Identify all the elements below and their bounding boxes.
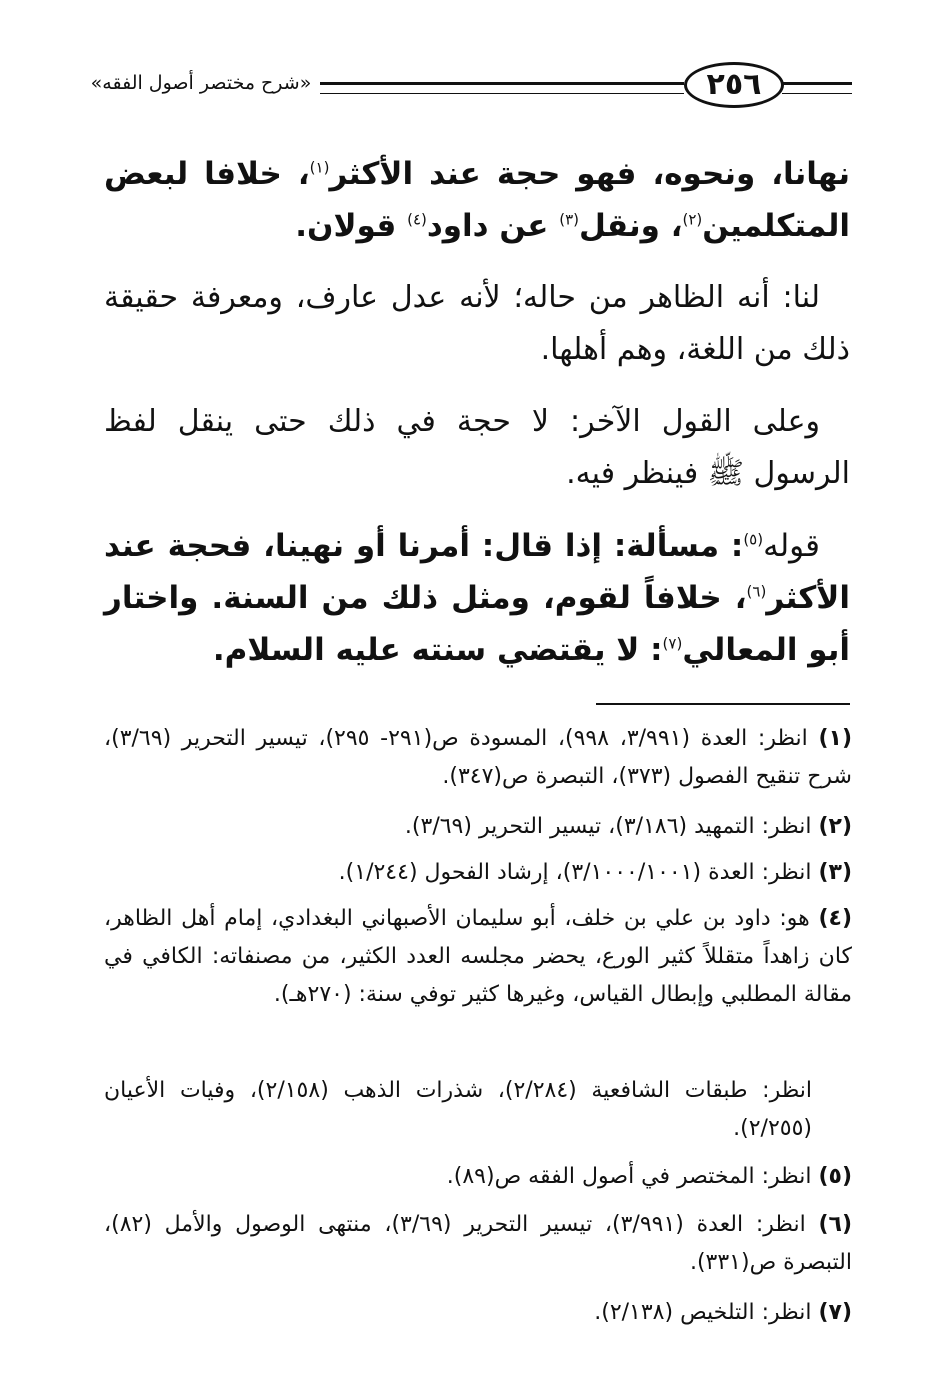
footnote-ref-5[interactable]: (٥) <box>743 530 764 549</box>
footnote-number: (٦) <box>818 1212 852 1237</box>
p1-text-a: نهانا، ونحوه، فهو حجة عند الأكثر <box>329 156 851 192</box>
footnote-number: (٥) <box>818 1164 852 1189</box>
footnote-text: انظر: التمهيد (٣/١٨٦)، تيسير التحرير (٣/٦٩). <box>404 814 819 839</box>
footnote-6 <box>104 1206 852 1282</box>
paragraph-4 <box>104 520 850 676</box>
footnote-number: (٤) <box>818 906 852 931</box>
footnote-4 <box>104 900 852 1014</box>
footnote-number: (١) <box>818 726 852 751</box>
p1-text-b: ، خلافا لبعض المتكلمين <box>104 156 850 244</box>
footnote-number: (٢) <box>818 814 852 839</box>
footnote-7 <box>104 1294 852 1332</box>
paragraph-2: لنا: أنه الظاهر من حاله؛ لأنه عدل عارف، ومعرفة حقيقة ذلك من اللغة، وهم أهلها. <box>104 280 850 367</box>
footnote-text: انظر: العدة (٣/٩٩١، ٩٩٨)، المسودة ص(٢٩١- ٢٩٥)، تيسير التحرير (٣/٦٩)، شرح تنقيح الفصول (٣٧٣)، التبصرة ص(٣٤٧). <box>104 726 852 789</box>
footnote-ref-1[interactable]: (١) <box>309 158 330 177</box>
footnote-number: (٧) <box>818 1300 852 1325</box>
footnote-text: انظر: العدة (٣/١٠٠٠/١٠٠١)، إرشاد الفحول (١/٢٤٤). <box>338 860 819 885</box>
paragraph-1 <box>104 148 850 252</box>
footnote-text: انظر: طبقات الشافعية (٢/٢٨٤)، شذرات الذهب (٢/١٥٨)، وفيات الأعيان (٢/٢٥٥). <box>104 1078 812 1141</box>
p4-text-d: : لا يقتضي سنته عليه السلام. <box>212 632 663 668</box>
header-rule-left <box>320 82 684 94</box>
page-number: ٢٥٦ <box>684 62 784 108</box>
footnote-ref-3[interactable]: (٣) <box>559 210 580 229</box>
running-title: «شرح مختصر أصول الفقه» <box>90 72 312 94</box>
footnote-ref-2[interactable]: (٢) <box>682 210 703 229</box>
footnote-ref-6[interactable]: (٦) <box>746 582 767 601</box>
p4-text-a: قوله <box>763 528 820 564</box>
footnote-text: انظر: المختصر في أصول الفقه ص(٨٩). <box>446 1164 819 1189</box>
footnote-ref-4[interactable]: (٤) <box>407 210 427 229</box>
footnote-number: (٣) <box>818 860 852 885</box>
footnote-separator <box>596 703 850 705</box>
p1-text-c: ، ونقل <box>579 208 683 244</box>
footnote-3 <box>104 854 852 892</box>
footnote-text: انظر: العدة (٣/٩٩١)، تيسير التحرير (٣/٦٩)، منتهى الوصول والأمل (٨٢)، التبصرة ص(٣٣١). <box>104 1212 852 1275</box>
p4-text-b: : مسألة: إذا قال: أمرنا أو نهينا، فحجة عند الأكثر <box>104 528 850 616</box>
footnote-5 <box>104 1158 852 1196</box>
footnote-text: هو: داود بن علي بن خلف، أبو سليمان الأصبهاني البغدادي، إمام أهل الظاهر، كان زاهداً متقللاً كثير الورع، يحضر مجلسه العدد الكثير، من مصنفاته: الكافي في مقالة المطلبي وإبطال القياس، وغيرها كثير توفي سنة: (٢٧٠هـ). <box>104 906 852 1007</box>
p4-text-c: ، خلافاً لقوم، ومثل ذلك من السنة. واختار أبو المعالي <box>104 580 850 668</box>
header-rule-right <box>782 82 852 94</box>
footnote-text: انظر: التلخيص (٢/١٣٨). <box>594 1300 819 1325</box>
footnote-4-sources <box>104 1072 852 1148</box>
footnote-2 <box>104 808 852 846</box>
paragraph-3: وعلى القول الآخر: لا حجة في ذلك حتى ينقل لفظ الرسول ﷺ فينظر فيه. <box>104 404 850 491</box>
footnote-1 <box>104 720 852 796</box>
page-header <box>88 56 852 106</box>
footnote-ref-7[interactable]: (٧) <box>662 634 683 653</box>
p1-text-e: قولان. <box>295 208 408 244</box>
p1-text-d: عن داود <box>426 208 560 244</box>
